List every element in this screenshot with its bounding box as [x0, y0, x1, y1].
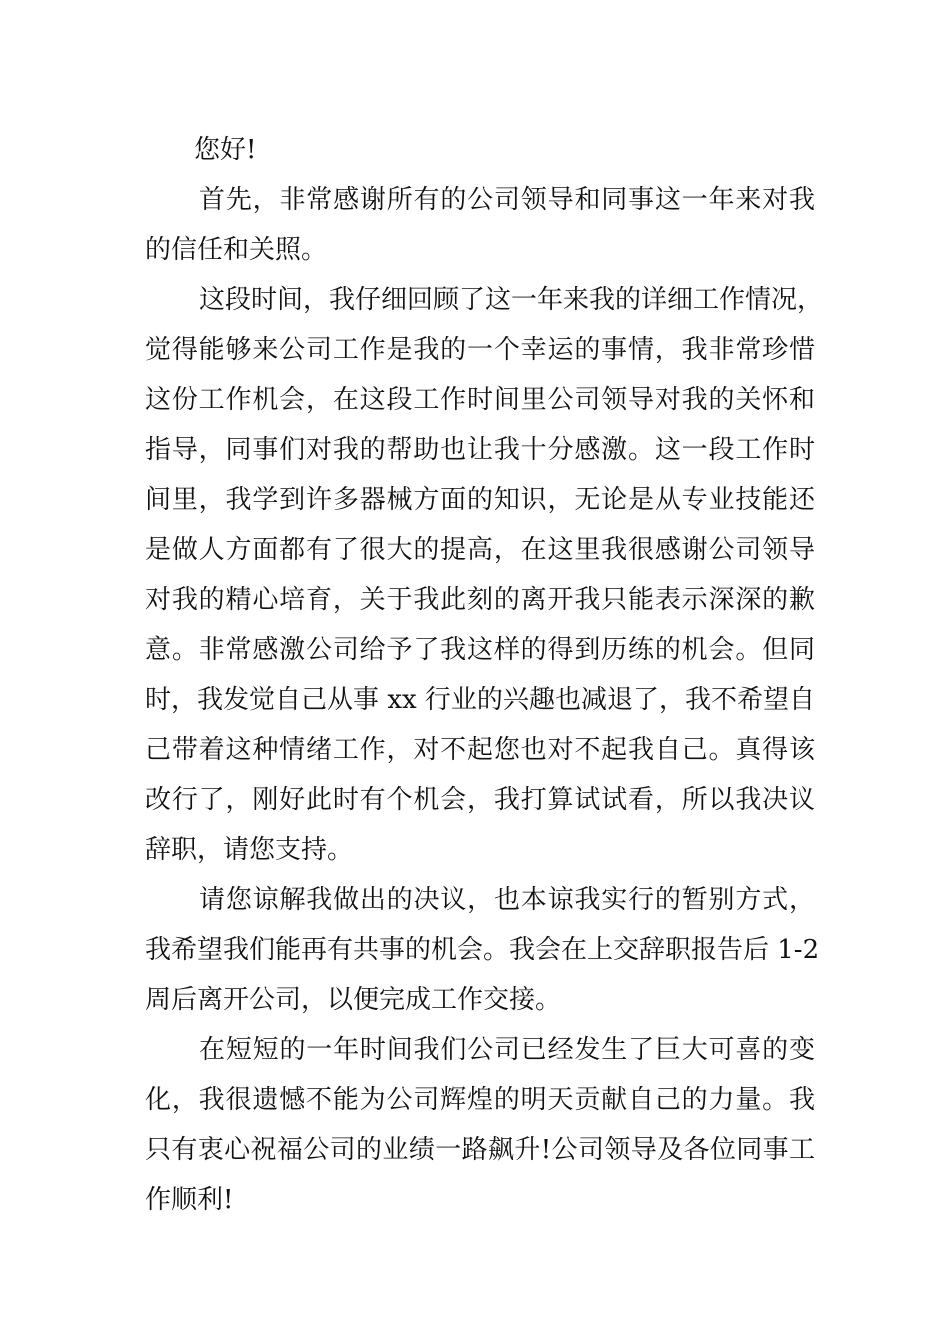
paragraph-2-line-4: 指导，同事们对我的帮助也让我十分感激。这一段工作时 — [145, 435, 815, 465]
paragraph-2-line-3: 这份工作机会，在这段工作时间里公司领导对我的关怀和 — [145, 385, 815, 415]
paragraph-4-line-2: 化，我很遗憾不能为公司辉煌的明天贡献自己的力量。我 — [145, 1085, 815, 1115]
paragraph-4-line-4: 作顺利! — [145, 1185, 234, 1215]
paragraph-4-line-1: 在短短的一年时间我们公司已经发生了巨大可喜的变 — [199, 1035, 815, 1065]
paragraph-2-line-9: 时，我发觉自己从事 xx 行业的兴趣也减退了，我不希望自 — [145, 685, 815, 715]
paragraph-2-line-6: 是做人方面都有了很大的提高，在这里我很感谢公司领导 — [145, 535, 815, 565]
paragraph-3-line-2: 我希望我们能再有共事的机会。我会在上交辞职报告后 1-2 — [145, 935, 820, 965]
paragraph-1-line-1: 首先，非常感谢所有的公司领导和同事这一年来对我 — [199, 185, 815, 215]
paragraph-2-line-7: 对我的精心培育，关于我此刻的离开我只能表示深深的歉 — [145, 585, 815, 615]
paragraph-2-line-1: 这段时间，我仔细回顾了这一年来我的详细工作情况， — [199, 285, 824, 315]
paragraph-3-line-1: 请您谅解我做出的决议，也本谅我实行的暂别方式， — [199, 885, 815, 915]
paragraph-2-line-8: 意。非常感激公司给予了我这样的得到历练的机会。但同 — [145, 635, 815, 665]
paragraph-3-line-3: 周后离开公司，以便完成工作交接。 — [145, 985, 562, 1015]
paragraph-1-line-2: 的信任和关照。 — [145, 235, 328, 265]
paragraph-2-line-12: 辞职，请您支持。 — [145, 835, 354, 865]
paragraph-2-line-10: 己带着这种情绪工作，对不起您也对不起我自己。真得该 — [145, 735, 815, 765]
paragraph-2-line-5: 间里，我学到许多器械方面的知识，无论是从专业技能还 — [145, 485, 815, 515]
paragraph-2-line-2: 觉得能够来公司工作是我的一个幸运的事情，我非常珍惜 — [145, 335, 815, 365]
greeting: 您好! — [194, 135, 257, 165]
paragraph-2-line-11: 改行了，刚好此时有个机会，我打算试试看，所以我决议 — [145, 785, 815, 815]
paragraph-4-line-3: 只有衷心祝福公司的业绩一路飙升!公司领导及各位同事工 — [145, 1135, 815, 1165]
